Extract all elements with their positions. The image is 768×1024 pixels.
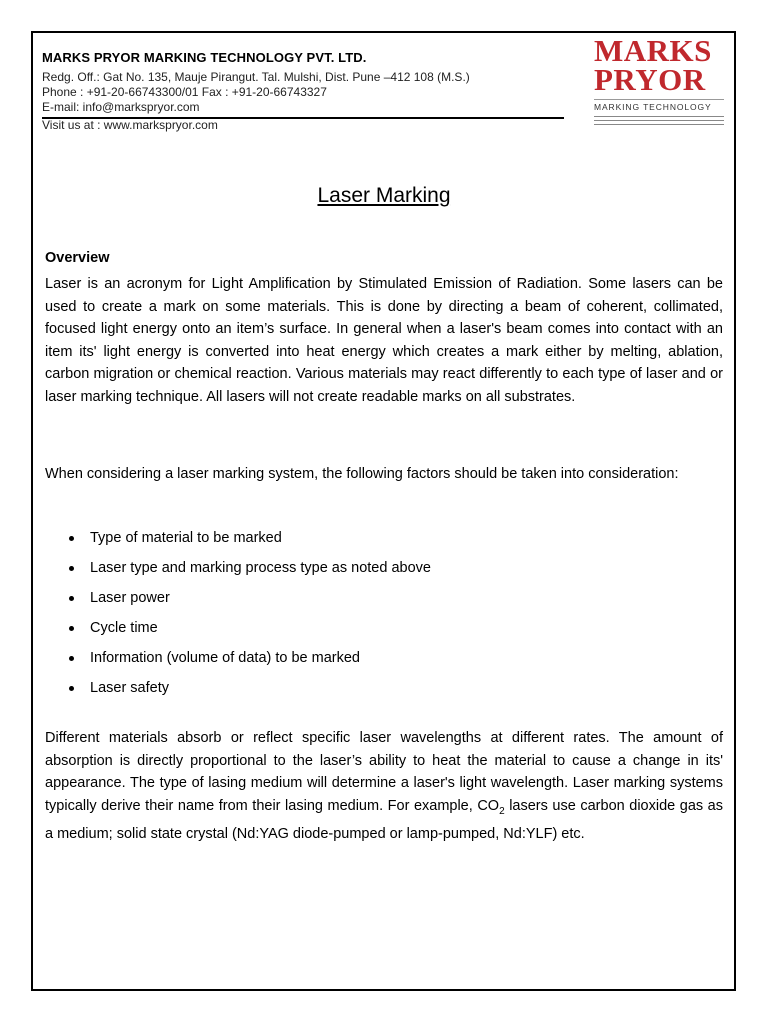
company-website: Visit us at : www.markspryor.com <box>42 118 218 132</box>
paragraph-intro: Laser is an acronym for Light Amplification by Stimulated Emission of Radiation. Some lasers can be used to create a mark on some materials. This is done by directing a beam of coherent, collimated, focused light energy onto an item’s surface. In general when a laser's beam comes into contact with an item its' light energy is converted into heat energy which creates a mark either by melting, ablation, carbon migration or chemical reaction. Various materials may react differently to each type of laser and or laser marking technique. All lasers will not create readable marks on all substrates. <box>45 276 723 405</box>
company-name: MARKS PRYOR MARKING TECHNOLOGY PVT. LTD. <box>42 50 367 65</box>
bullet-icon <box>69 596 74 601</box>
list-item: Information (volume of data) to be marked <box>45 648 431 678</box>
logo-word-marks: MARKS <box>594 33 712 68</box>
bullet-icon <box>69 686 74 691</box>
company-email: E-mail: info@markspryor.com <box>42 100 200 114</box>
bullet-icon <box>69 656 74 661</box>
paragraph-considerations: When considering a laser marking system, the following factors should be taken into consideration: <box>45 466 679 482</box>
document-title: Laser Marking <box>317 184 451 207</box>
page-border <box>31 31 736 991</box>
logo-tagline: MARKING TECHNOLOGY <box>594 99 724 112</box>
company-logo <box>594 33 724 128</box>
list-item: Laser type and marking process type as noted above <box>45 558 431 588</box>
overview-heading: Overview <box>45 250 110 266</box>
bullet-icon <box>69 626 74 631</box>
factor-list <box>45 528 431 708</box>
list-item: Laser safety <box>45 678 431 708</box>
company-phone-fax: Phone : +91-20-66743300/01 Fax : +91-20-66743327 <box>42 85 327 99</box>
list-item: Type of material to be marked <box>45 528 431 558</box>
logo-word-pryor: PRYOR <box>594 62 706 97</box>
list-item: Laser power <box>45 588 431 618</box>
logo-decorative-lines <box>594 116 724 125</box>
company-address: Redg. Off.: Gat No. 135, Mauje Pirangut. Tal. Mulshi, Dist. Pune –412 108 (M.S.) <box>42 70 470 84</box>
paragraph-wavelengths: Different materials absorb or reflect specific laser wavelengths at different rates. The amount of absorption is directly proportional to the laser’s ability to heat the material to cause a change in its' appearance. The type of lasing medium will determine a laser's light wavelength. Laser marking systems typically derive their name from their lasing medium. For example, $CO_2$ lasers use carbon dioxide gas as a medium; solid state crystal (Nd:YAG diode-pumped or lamp-pumped, Nd:YLF) etc. <box>45 730 723 842</box>
list-item: Cycle time <box>45 618 431 648</box>
bullet-icon <box>69 536 74 541</box>
bullet-icon <box>69 566 74 571</box>
